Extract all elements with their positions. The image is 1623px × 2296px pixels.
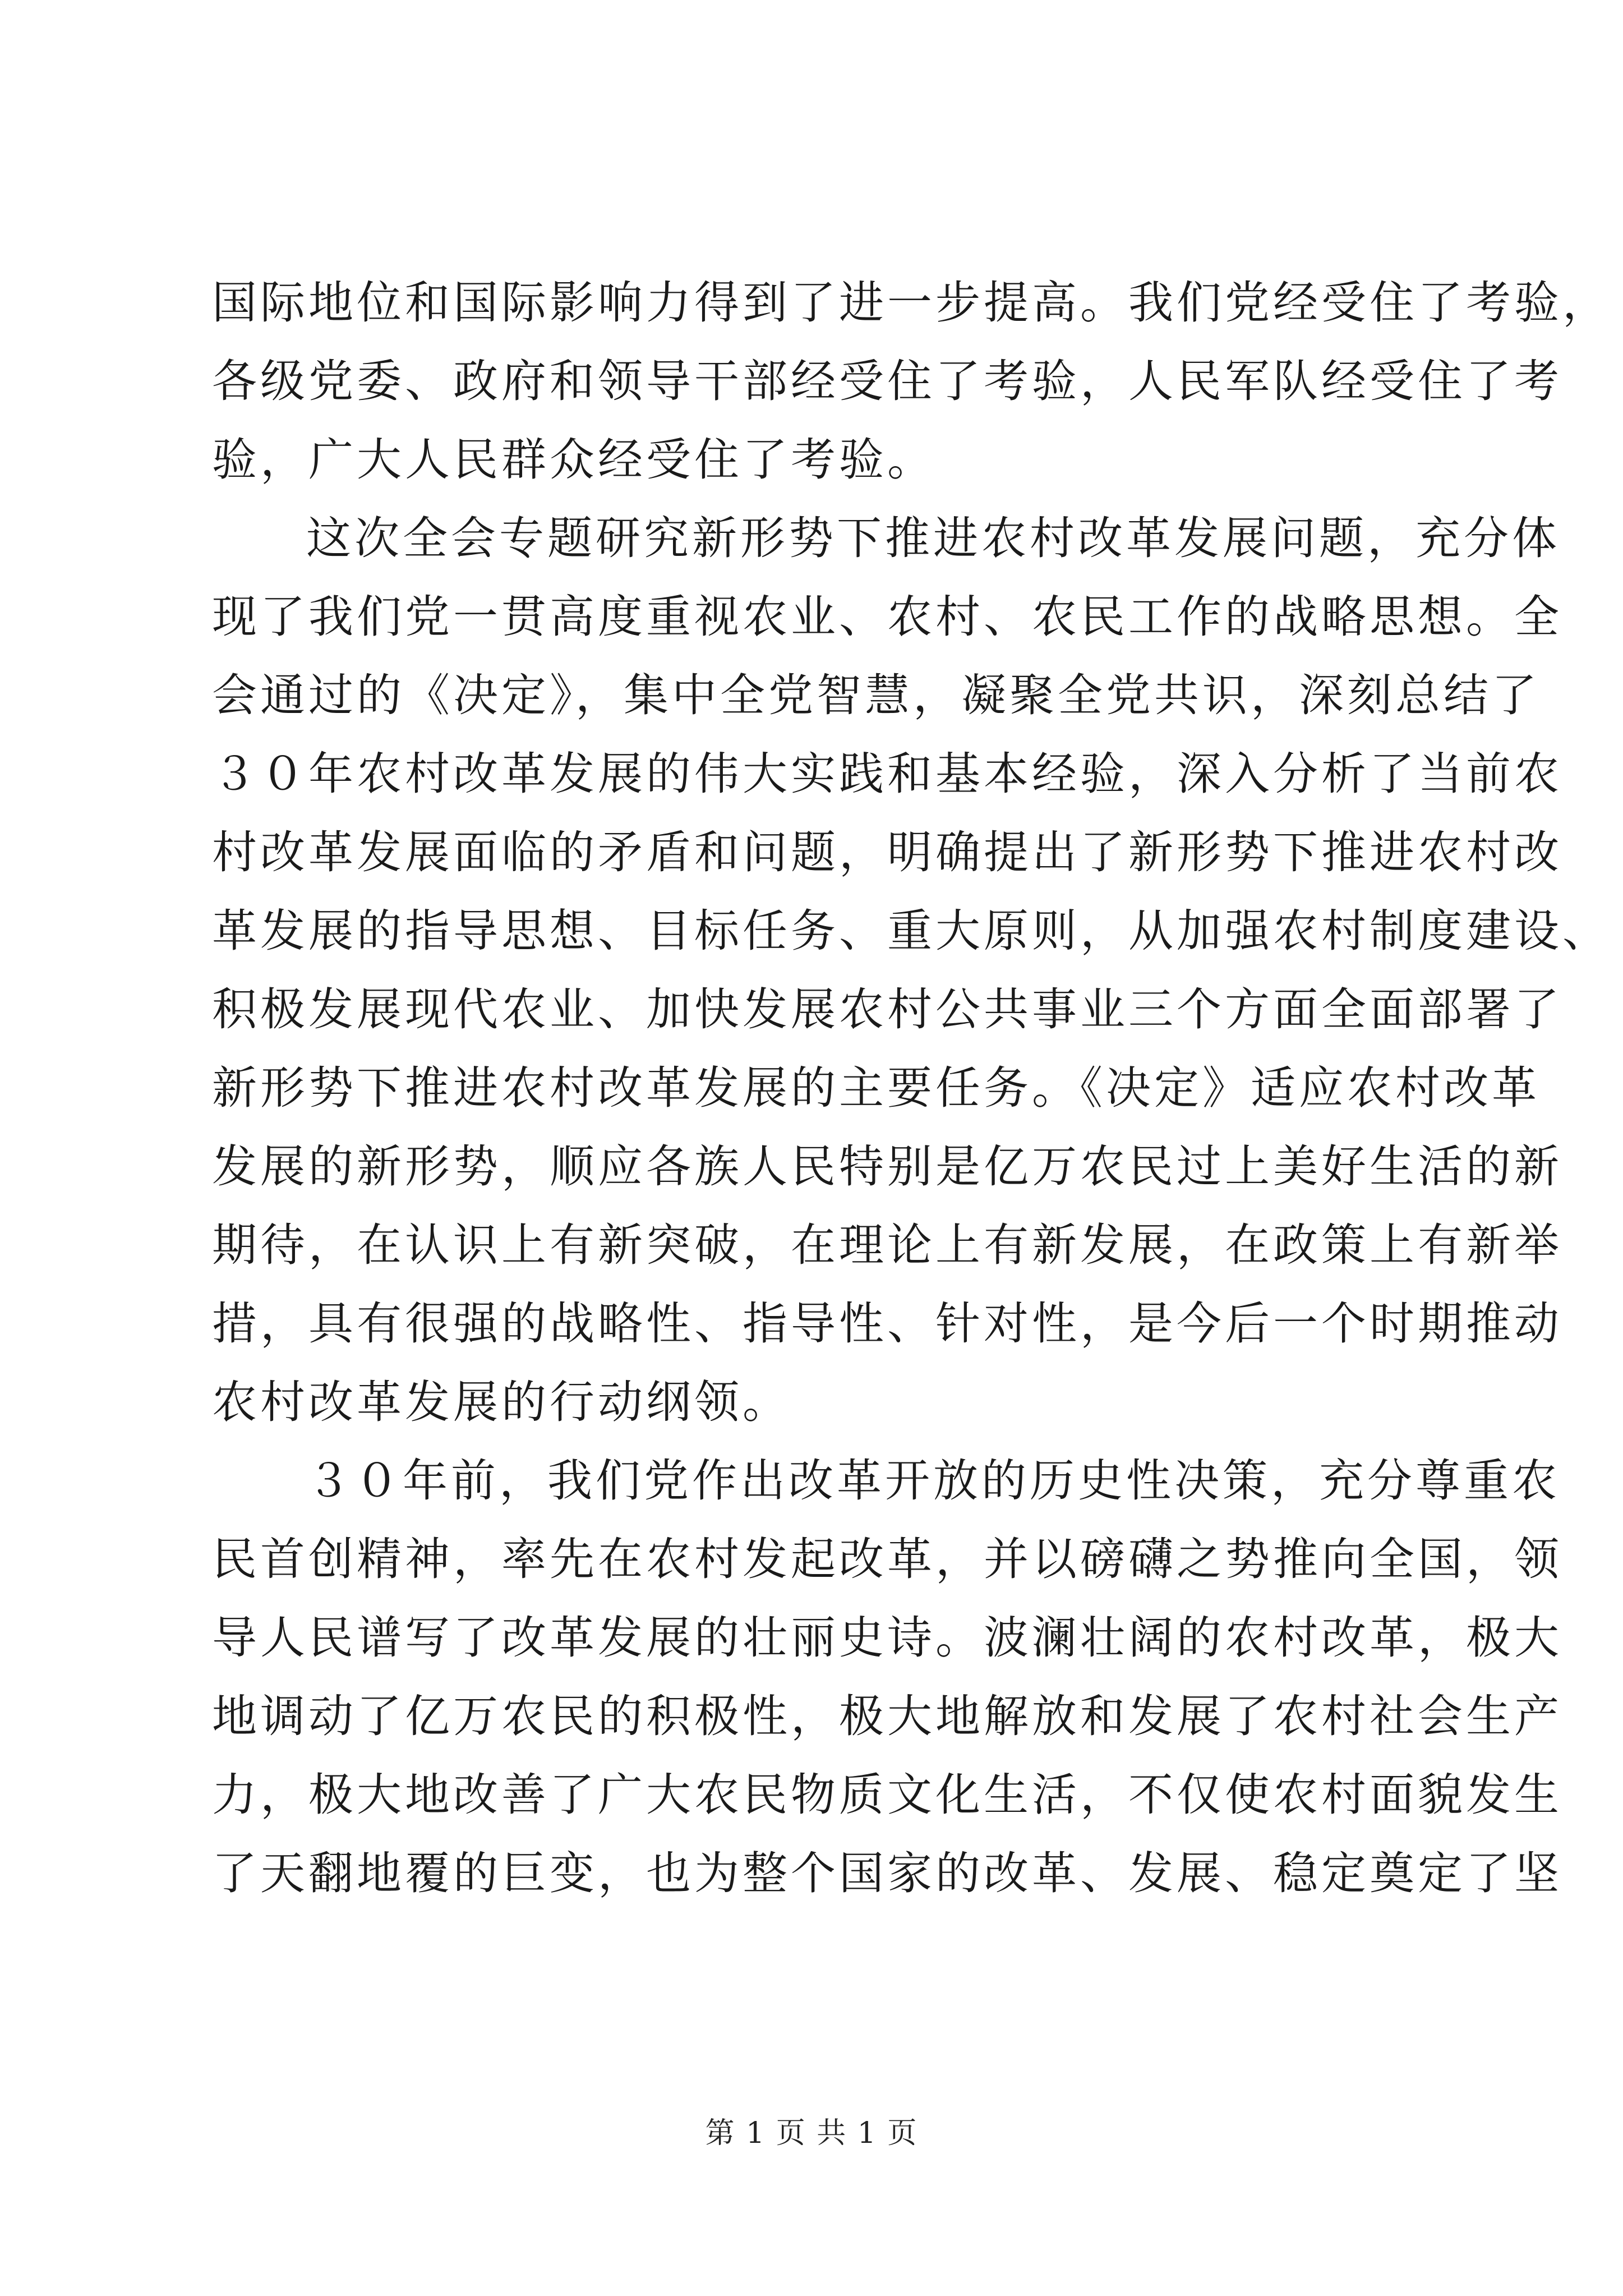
- text-line: 导人民谱写了改革发展的壮丽史诗。波澜壮阔的农村改革，极大: [212, 1612, 1562, 1664]
- text-line: 力，极大地改善了广大农民物质文化生活，不仅使农村面貌发生: [212, 1769, 1562, 1821]
- text-line: 验，广大人民群众经受住了考验。: [212, 434, 935, 486]
- page-number: 第 1 页 共 1 页: [705, 2116, 918, 2150]
- text-line: 国际地位和国际影响力得到了进一步提高。我们党经受住了考验，: [212, 277, 1611, 329]
- text-line: 革发展的指导思想、目标任务、重大原则，从加强农村制度建设、: [212, 905, 1611, 957]
- text-line: 农村改革发展的行动纲领。: [212, 1376, 791, 1428]
- text-line: 措，具有很强的战略性、指导性、针对性，是今后一个时期推动: [212, 1297, 1562, 1350]
- text-line: 新形势下推进农村改革发展的主要任务。《决定》适应农村改革: [212, 1062, 1540, 1114]
- text-line: 民首创精神，率先在农村发起改革，并以磅礴之势推向全国，领: [212, 1533, 1562, 1585]
- text-line: 村改革发展面临的矛盾和问题，明确提出了新形势下推进农村改: [212, 826, 1562, 878]
- text-line: 积极发展现代农业、加快发展农村公共事业三个方面全面部署了: [212, 983, 1562, 1036]
- text-line: 现了我们党一贯高度重视农业、农村、农民工作的战略思想。全: [212, 591, 1562, 643]
- paragraph-first-line: ３０年前，我们党作出改革开放的历史性决策，充分尊重农: [306, 1455, 1560, 1507]
- text-line: 期待，在认识上有新突破，在理论上有新发展，在政策上有新举: [212, 1219, 1562, 1271]
- text-line: ３０年农村改革发展的伟大实践和基本经验，深入分析了当前农: [212, 748, 1562, 800]
- document-body: [212, 264, 1611, 1913]
- paragraph-first-line: 这次全会专题研究新形势下推进农村改革发展问题，充分体: [306, 512, 1560, 564]
- text-line: 会通过的《决定》，集中全党智慧，凝聚全党共识，深刻总结了: [212, 669, 1540, 721]
- text-line: 地调动了亿万农民的积极性，极大地解放和发展了农村社会生产: [212, 1690, 1562, 1742]
- text-line: 了天翻地覆的巨变，也为整个国家的改革、发展、稳定奠定了坚: [212, 1847, 1562, 1899]
- page-footer: [0, 2114, 1623, 2153]
- text-line: 各级党委、政府和领导干部经受住了考验，人民军队经受住了考: [212, 355, 1562, 407]
- text-line: 发展的新形势，顺应各族人民特别是亿万农民过上美好生活的新: [212, 1140, 1562, 1193]
